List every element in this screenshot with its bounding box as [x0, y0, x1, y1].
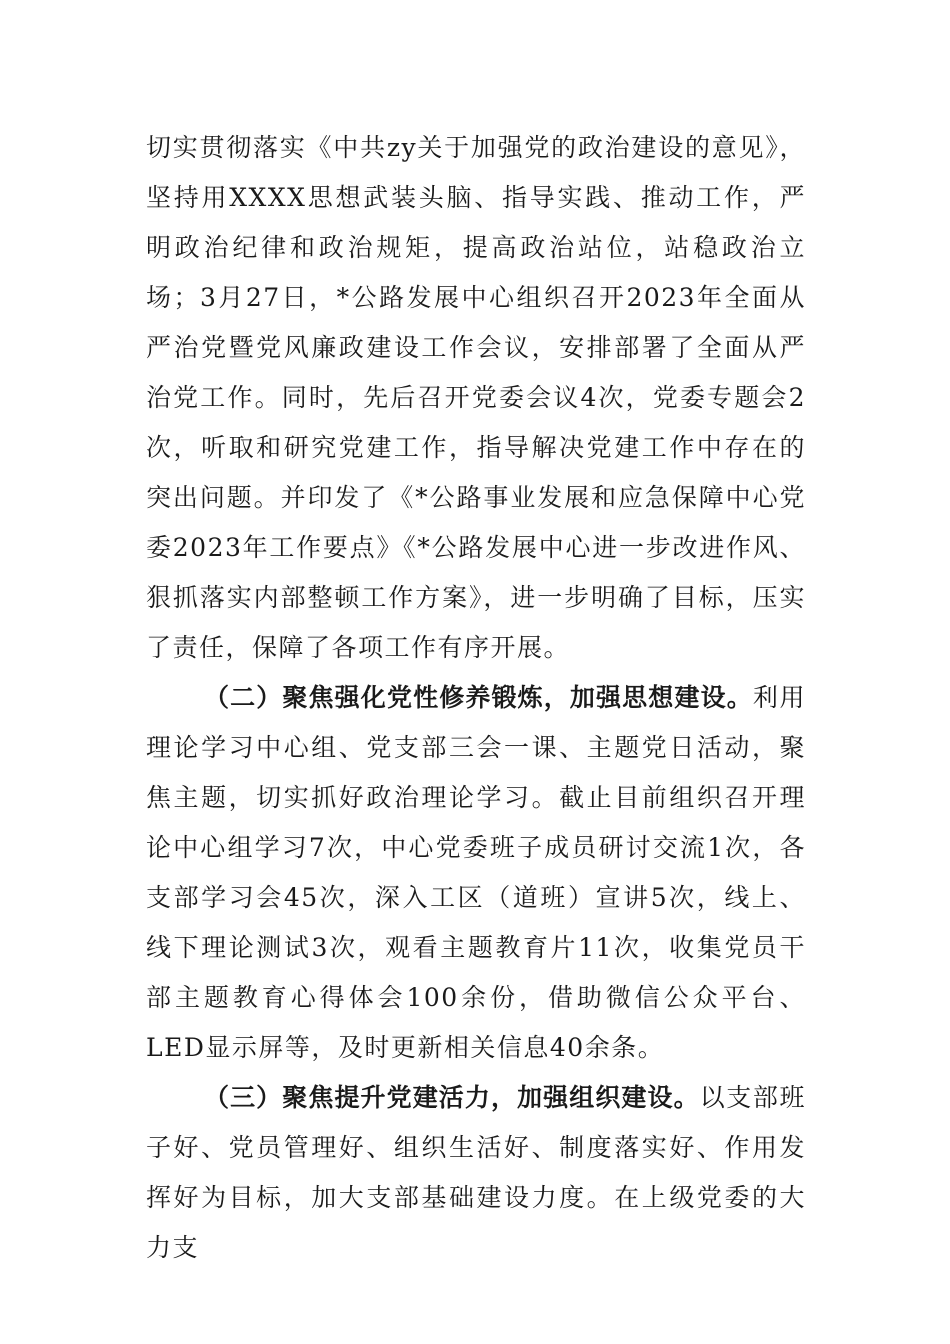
- paragraph-text: 切实贯彻落实《中共zy关于加强党的政治建设的意见》，坚持用XXXX思想武装头脑、指导实践、推动工作，严明政治纪律和政治规矩，提高政治站位，站稳政治立场；3月27日，*公路发展中心组织召开2023年全面从严治党暨党风廉政建设工作会议，安排部署了全面从严治党工作。同时，先后召开党委会议4次，党委专题会2次，听取和研究党建工作，指导解决党建工作中存在的突出问题。并印发了《*公路事业发展和应急保障中心党委2023年工作要点》《*公路发展中心进一步改进作风、狠抓落实内部整顿工作方案》，进一步明确了目标，压实了责任，保障了各项工作有序开展。: [146, 133, 806, 662]
- paragraph-text: 以支部班子好、党员管理好、组织生活好、制度落实好、作用发挥好为目标，加大支部基础建设力度。在上级党委的大力支: [146, 1083, 806, 1262]
- paragraph-heading: （三）聚焦提升党建活力，加强组织建设。: [204, 1083, 700, 1112]
- paragraph-continued: [146, 123, 806, 673]
- paragraph-ideological-building: [146, 673, 806, 1073]
- paragraph-text: 利用理论学习中心组、党支部三会一课、主题党日活动，聚焦主题，切实抓好政治理论学习。截止目前组织召开理论中心组学习7次，中心党委班子成员研讨交流1次，各支部学习会45次，深入工区（道班）宣讲5次，线上、线下理论测试3次，观看主题教育片11次，收集党员干部主题教育心得体会100余份，借助微信公众平台、LED显示屏等，及时更新相关信息40余条。: [146, 683, 806, 1062]
- paragraph-organizational-building: [146, 1073, 806, 1273]
- paragraph-heading: （二）聚焦强化党性修养锻炼，加强思想建设。: [204, 683, 753, 712]
- document-body: [146, 123, 806, 1273]
